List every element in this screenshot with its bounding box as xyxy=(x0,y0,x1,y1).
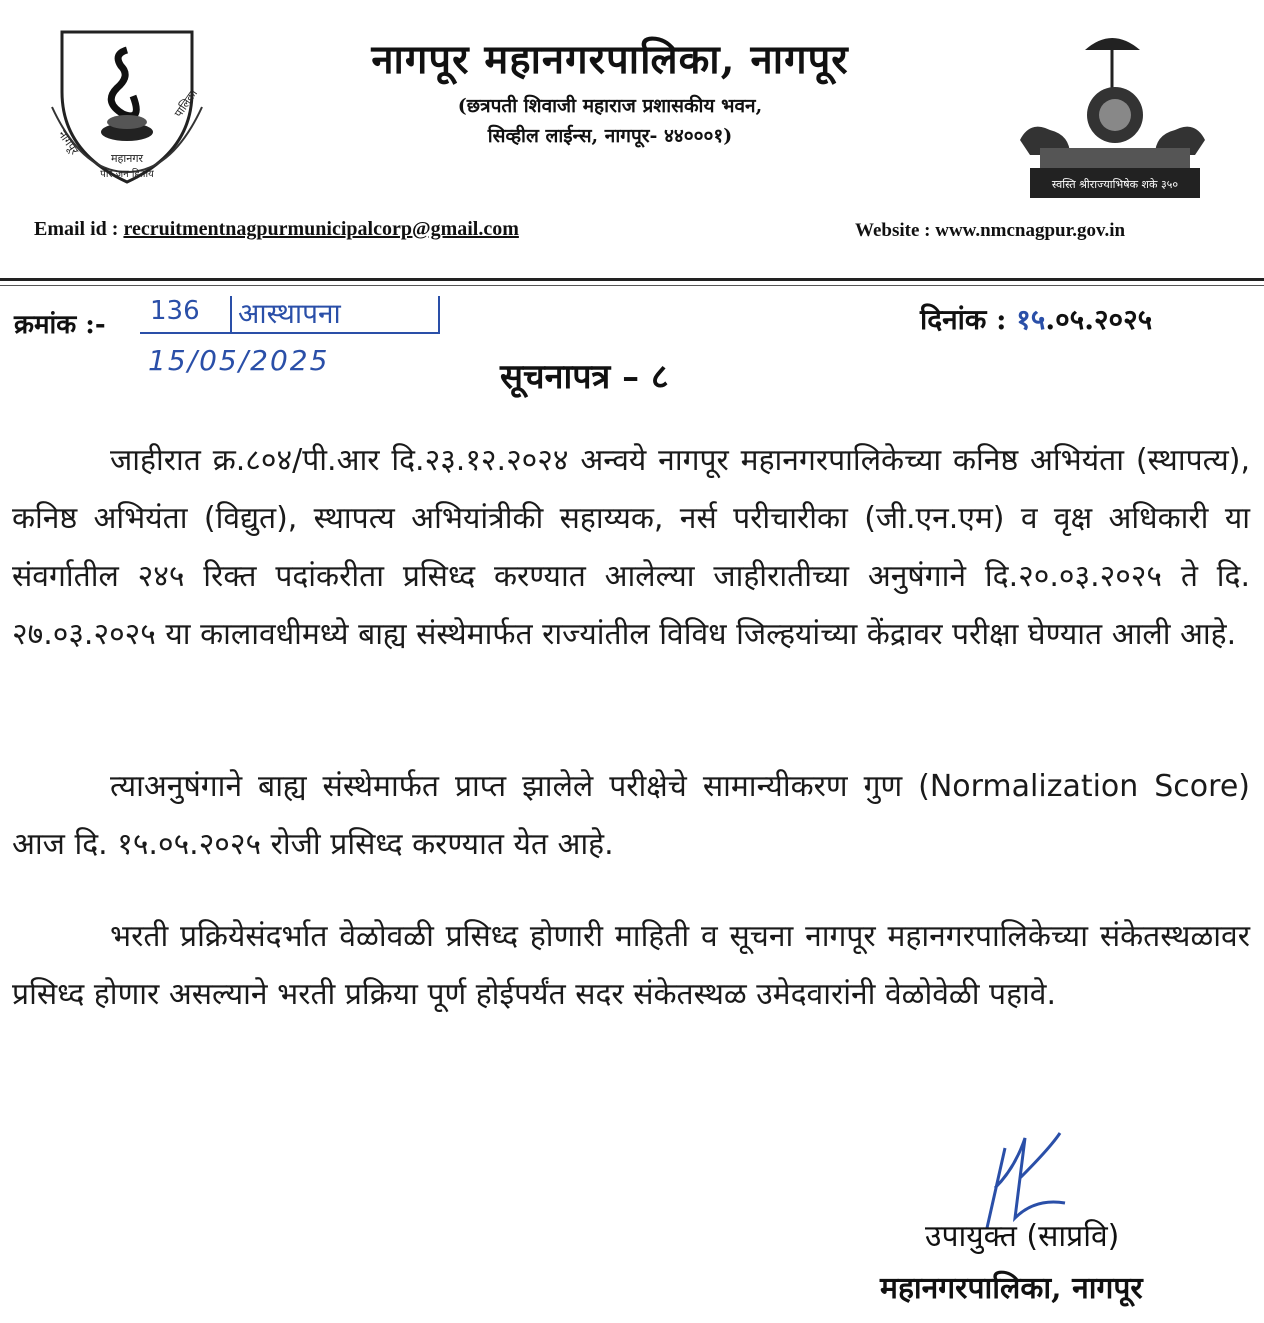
org-title: नागपूर महानगरपालिका, नागपूर xyxy=(371,36,849,83)
date-line xyxy=(920,300,1152,338)
emblem-band-right: पालिका xyxy=(171,87,201,120)
paragraph-1 xyxy=(12,432,1250,664)
reference-label: क्रमांक :- xyxy=(14,310,106,340)
website-line xyxy=(855,220,1125,242)
paragraph-3-text: भरती प्रक्रियेसंदर्भात वेळोवळी प्रसिध्द होणारी माहिती व सूचना नागपूर महानगरपालिकेच्या संकेतस्थळावर प्रसिध्द होणार असल्याने भरती प्रक्रिया पूर्ण होईपर्यंत सदर संकेतस्थळ उमेदवारांनी वेळोवेळी पहावे. xyxy=(12,919,1250,1012)
paragraph-1-text: जाहीरात क्र.८०४/पी.आर दि.२३.१२.२०२४ अन्वये नागपूर महानगरपालिकेच्या कनिष्ठ अभियंता (स्थापत्य), कनिष्ठ अभियंता (विद्युत), स्थापत्य अभियांत्रीकी सहाय्यक, नर्स परीचारीका (जी.एन.एम) व वृक्ष अधिकारी या संवर्गातील २४५ रिक्त पदांकरीता प्रसिध्द करण्यात आलेल्या जाहीरातीच्या अनुषंगाने दि.२०.०३.२०२५ ते दि. २७.०३.२०२५ या कालावधीमध्ये बाह्य संस्थेमार्फत राज्यांतील विविध जिल्हयांच्या केंद्रावर परीक्षा घेण्यात आली आहे. xyxy=(12,443,1250,652)
address-line-2: सिव्हील लाईन्स, नागपूर- ४४०००१) xyxy=(487,125,733,147)
emblem-motto: पौर जन हिताय xyxy=(100,169,154,180)
email-line xyxy=(34,218,519,241)
reference-underline xyxy=(140,332,440,334)
website-label: Website : xyxy=(855,220,936,241)
paragraph-3 xyxy=(12,908,1250,1024)
website-link[interactable]: www.nmcnagpur.gov.in xyxy=(935,220,1126,241)
email-link[interactable]: recruitmentnagpurmunicipalcorp@gmail.com xyxy=(123,218,519,240)
reference-number: 136 xyxy=(150,296,200,326)
header-divider xyxy=(0,278,1264,281)
date-label: दिनांक : xyxy=(920,303,1017,336)
nmc-emblem-logo xyxy=(42,22,212,196)
reference-department: आस्थापना xyxy=(238,297,341,330)
notice-title: सूचनापत्र – ८ xyxy=(500,357,669,397)
paragraph-2-text: त्याअनुषंगाने बाह्य संस्थेमार्फत प्राप्त झालेले परीक्षेचे सामान्यीकरण गुण (Normalization Score) आज दि. १५.०५.२०२५ रोजी प्रसिध्द करण्यात येत आहे. xyxy=(12,769,1250,862)
emblem-band-left: नागपूर xyxy=(55,128,82,157)
signatory-designation: उपायुक्त (साप्रवि) xyxy=(925,1219,1120,1254)
date-handwritten-day: १५ xyxy=(1016,303,1046,336)
address-line-1: (छत्रपती शिवाजी महाराज प्रशासकीय भवन, xyxy=(457,95,763,117)
reference-handwritten-date: 15/05/2025 xyxy=(148,344,330,377)
shivrajyabhishek-emblem-logo xyxy=(1000,30,1225,209)
email-label: Email id : xyxy=(34,218,124,240)
header-divider-thin xyxy=(0,285,1264,286)
emblem-inscription: स्वस्ति श्रीराज्याभिषेक शके ३५० xyxy=(1051,178,1179,191)
signatory-organization: महानगरपालिका, नागपूर xyxy=(880,1271,1143,1306)
paragraph-2 xyxy=(12,758,1250,874)
emblem-band-center: महानगर xyxy=(110,152,144,165)
date-printed: .०५.२०२५ xyxy=(1045,303,1153,336)
